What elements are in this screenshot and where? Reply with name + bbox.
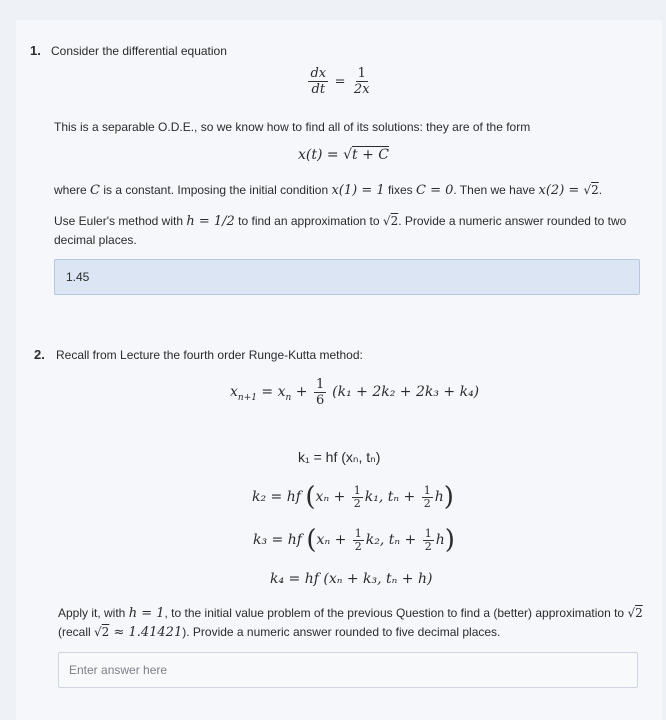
where-text: where C is a constant. Imposing the initial condition x(1) = 1 fixes C = 0. Then we have x(2) = √2. [54,183,603,198]
sqrt2-value: 2 [591,183,599,197]
x-of-2: x(2) = [538,183,584,198]
ode-rhs-fraction [352,66,372,97]
question-2-intro: Recall from Lecture the fourth order Runge-Kutta method: [56,348,363,362]
question-2-answer-placeholder: Enter answer here [69,663,168,677]
k4-equation: k₄ = hf (xₙ + k₃, tₙ + h) [270,571,433,587]
recall-approx: ≈ 1.41421 [109,625,183,640]
C-equals-zero: C = 0 [415,183,454,198]
euler-instruction: Use Euler's method with h = 1/2 to find an approximation to √2. Provide a numeric answer rounded to two decimal places. [54,214,627,247]
ode-lhs-fraction [308,66,328,97]
ode-equation: $\frac{dx}{dt}$ = $\frac{1}{2x}$ [310,66,370,97]
initial-condition: x(1) = 1 [331,183,385,198]
k3-equation: k₃ = hf (xₙ + $\frac{1}{2}$ k₂, tₙ + $\frac{1}{2}$ h) [253,525,455,555]
separable-text: This is a separable O.D.E., so we know how to find all of its solutions: they are of the form [54,120,531,134]
ode-rhs-den: 2x [353,82,370,97]
question-1-number: 1. [30,43,41,58]
question-1-intro: Consider the differential equation [51,44,227,58]
euler-sqrt2: 2 [390,214,399,228]
question-1-answer-field[interactable] [54,259,640,295]
k1-equation: k₁ = hf (xₙ, tₙ) [298,449,381,465]
solution-radicand: t + C [352,147,389,163]
apply-instruction: Apply it, with h = 1, to the initial value problem of the previous Question to find a (better) approximation to √2 (recall √2 ≈ 1.41421). Provide a numeric answer rounded to five decimal places. [58,606,643,640]
question-2-number: 2. [34,347,45,362]
where-C: C [90,183,100,198]
k2-equation: k₂ = hf (xₙ + $\frac{1}{2}$ k₁, tₙ + $\frac{1}{2}$ h) [252,482,454,512]
rk-one-sixth: $\frac{1}{6}$ [315,377,325,408]
rk-k-sum: (k₁ + 2k₂ + 2k₃ + k₄) [332,384,480,401]
question-2-answer-field[interactable] [58,652,638,688]
ode-lhs-num: dx [310,66,327,81]
euler-step-size: h = 1/2 [186,214,235,229]
ode-rhs-num: 1 [357,66,366,81]
rk-formula: $x_{n+1} = x_n$ + $\frac{1}{6}$ (k₁ + 2k₂ + 2k₃ + k₄) [230,377,480,408]
ode-lhs-den: dt [311,82,326,97]
solution-lhs: x(t) = [298,147,344,163]
solution-equation: x(t) = √t + C [298,147,389,163]
question-1-answer-value: 1.45 [66,270,90,284]
apply-step-size: h = 1 [128,606,165,621]
